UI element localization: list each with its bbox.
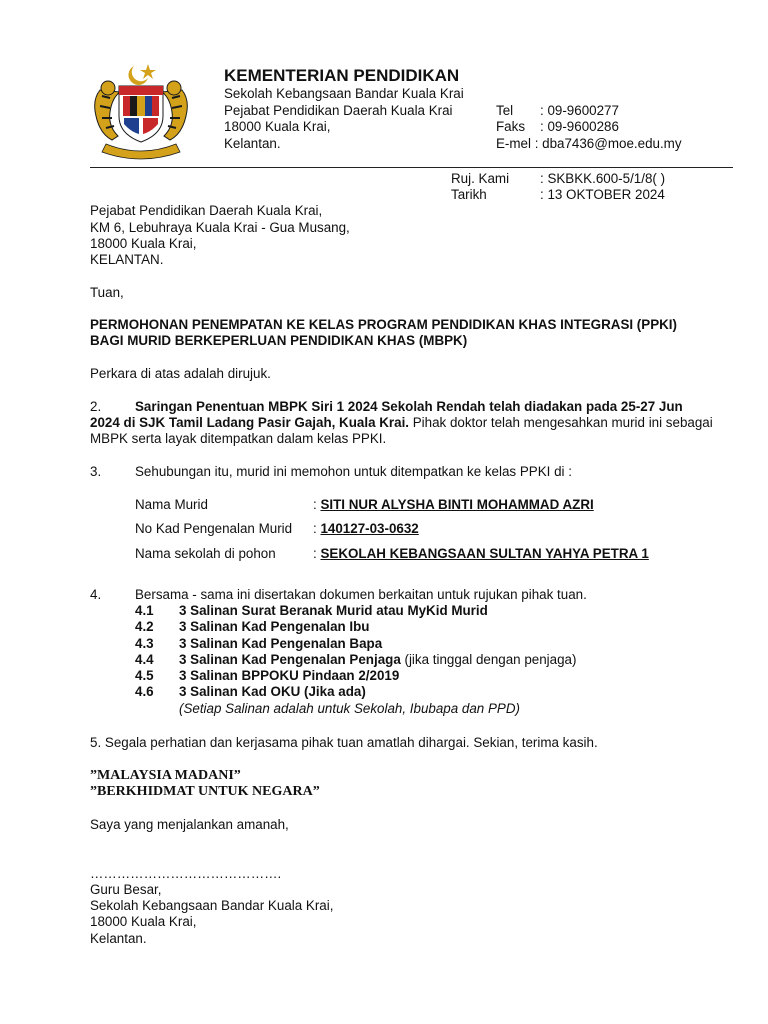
fax-label: Faks: [496, 119, 526, 134]
student-name-row: [313, 497, 594, 514]
school-name: Sekolah Kebangsaan Bandar Kuala Krai: [224, 86, 464, 101]
signatory-school: Sekolah Kebangsaan Bandar Kuala Krai,: [90, 898, 334, 913]
doc-item-number: 4.2: [135, 619, 154, 634]
signatory-state: Kelantan.: [90, 931, 147, 946]
signatory-title: Guru Besar,: [90, 882, 162, 897]
para2-line3: MBPK serta layak ditempatkan dalam kelas PPKI.: [90, 431, 387, 446]
doc-item-number: 4.3: [135, 636, 154, 651]
header-divider: [90, 167, 733, 168]
para2-number: 2.: [90, 399, 102, 414]
para2-normal-text: Pihak doktor telah mengesahkan murid ini sebagai: [409, 415, 713, 430]
recipient-line: KELANTAN.: [90, 252, 164, 267]
doc-item-bold: 3 Salinan Surat Beranak Murid atau MyKid Murid: [179, 603, 488, 618]
colon: :: [313, 497, 317, 512]
recipient-line: 18000 Kuala Krai,: [90, 236, 197, 251]
doc-item-number: 4.1: [135, 603, 154, 618]
student-ic-row: [313, 521, 419, 538]
colon: :: [313, 546, 317, 561]
header-state: Kelantan.: [224, 136, 281, 151]
salutation: Tuan,: [90, 285, 124, 300]
para3-text: Sehubungan itu, murid ini memohon untuk ditempatkan ke kelas PPKI di :: [135, 464, 572, 479]
malaysia-coat-of-arms-icon: [86, 60, 196, 160]
recipient-line: Pejabat Pendidikan Daerah Kuala Krai,: [90, 203, 323, 218]
student-name-label: Nama Murid: [135, 497, 208, 512]
signatory-postcode-city: 18000 Kuala Krai,: [90, 914, 197, 929]
tel-value: : 09-9600277: [540, 103, 619, 118]
closing-line: Saya yang menjalankan amanah,: [90, 817, 289, 832]
subject-line: PERMOHONAN PENEMPATAN KE KELAS PROGRAM PENDIDIKAN KHAS INTEGRASI (PPKI): [90, 317, 677, 332]
date-value: : 13 OKTOBER 2024: [540, 187, 665, 202]
para2-line1: Saringan Penentuan MBPK Siri 1 2024 Sekolah Rendah telah diadakan pada 25-27 Jun: [135, 399, 683, 414]
student-ic-label: No Kad Pengenalan Murid: [135, 521, 293, 536]
doc-item-bold: 3 Salinan Kad Pengenalan Bapa: [179, 636, 383, 651]
doc-item: [179, 668, 399, 685]
doc-item-number: 4.4: [135, 652, 154, 667]
signature-dots: …………………………………….: [90, 866, 282, 881]
tel-label: Tel: [496, 103, 514, 118]
doc-item: [179, 636, 382, 653]
doc-item: [179, 684, 366, 701]
target-school-value: SEKOLAH KEBANGSAAN SULTAN YAHYA PETRA 1: [320, 546, 649, 561]
para3-number: 3.: [90, 464, 102, 479]
slogan-line: ”MALAYSIA MADANI”: [90, 768, 241, 783]
para5-text: 5. Segala perhatian dan kerjasama pihak tuan amatlah dihargai. Sekian, terima kasih.: [90, 735, 598, 750]
ministry-title: KEMENTERIAN PENDIDIKAN: [224, 66, 460, 85]
colon: :: [313, 521, 317, 536]
slogan-line: ”BERKHIDMAT UNTUK NEGARA”: [90, 784, 320, 799]
doc-item-bold: 3 Salinan Kad OKU (Jika ada): [179, 684, 366, 699]
recipient-line: KM 6, Lebuhraya Kuala Krai - Gua Musang,: [90, 220, 350, 235]
ref-label: Ruj. Kami: [451, 171, 510, 186]
opening-sentence: Perkara di atas adalah dirujuk.: [90, 366, 271, 381]
para2-line2: [90, 415, 713, 432]
para4-text: Bersama - sama ini disertakan dokumen berkaitan untuk rujukan pihak tuan.: [135, 587, 587, 602]
fax-value: : 09-9600286: [540, 119, 619, 134]
doc-item: [179, 652, 576, 669]
doc-item-number: 4.5: [135, 668, 154, 683]
target-school-label: Nama sekolah di pohon: [135, 546, 276, 561]
copies-note: (Setiap Salinan adalah untuk Sekolah, Ibubapa dan PPD): [179, 701, 520, 716]
doc-item-number: 4.6: [135, 684, 154, 699]
subject-line: BAGI MURID BERKEPERLUAN PENDIDIKAN KHAS (MBPK): [90, 333, 468, 348]
doc-item-bold: 3 Salinan BPPOKU Pindaan 2/2019: [179, 668, 400, 683]
office-name: Pejabat Pendidikan Daerah Kuala Krai: [224, 103, 453, 118]
doc-item-note: (jika tinggal dengan penjaga): [400, 652, 577, 667]
target-school-row: [313, 546, 649, 563]
student-name-value: SITI NUR ALYSHA BINTI MOHAMMAD AZRI: [320, 497, 594, 512]
doc-item: [179, 619, 370, 636]
ref-value: : SKBKK.600-5/1/8( ): [540, 171, 666, 186]
para2-bold-text: 2024 di SJK Tamil Ladang Pasir Gajah, Kuala Krai.: [90, 415, 410, 430]
header-postcode-city: 18000 Kuala Krai,: [224, 119, 331, 134]
para4-number: 4.: [90, 587, 102, 602]
doc-item: [179, 603, 488, 620]
doc-item-bold: 3 Salinan Kad Pengenalan Penjaga: [179, 652, 401, 667]
date-label: Tarikh: [451, 187, 487, 202]
student-ic-value: 140127-03-0632: [320, 521, 419, 536]
doc-item-bold: 3 Salinan Kad Pengenalan Ibu: [179, 619, 370, 634]
email-line: E-mel : dba7436@moe.edu.my: [496, 136, 682, 151]
